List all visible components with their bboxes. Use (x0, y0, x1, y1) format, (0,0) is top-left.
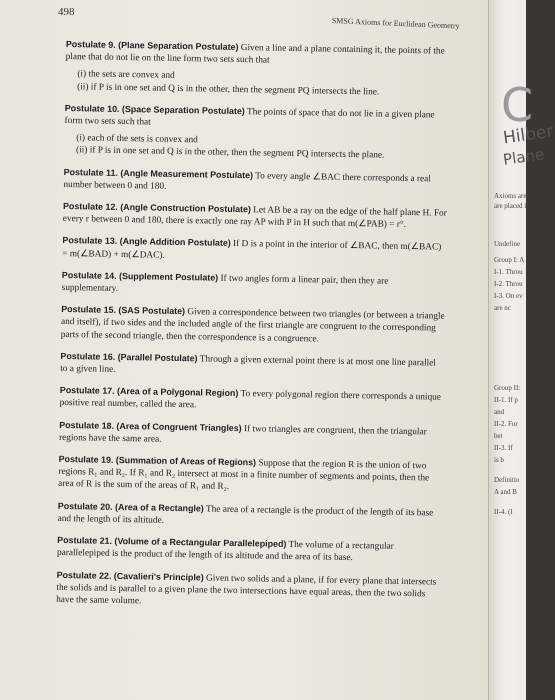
postulate-body: To every polygonal region there corresponds a unique positive real number, called the area. (59, 389, 442, 411)
postulate-heading: Postulate 10. (Space Separation Postulate) (64, 102, 245, 116)
postulate-item (57, 534, 442, 566)
postulate-item (65, 38, 451, 100)
postulate-item (60, 350, 445, 382)
postulate-text (56, 568, 442, 612)
postulate-body: To every angle ∠BAC there corresponds a real number between 0 and 180. (63, 170, 431, 192)
postulate-heading: Postulate 21. (Volume of a Rectangular Parallelepiped) (57, 535, 287, 550)
postulate-body: The volume of a rectangular parallelepiped is the product of the length of its altitude and the area of its base. (56, 540, 394, 564)
postulate-body: If D is a point in the interior of ∠BAC, then m(∠BAC) = m(∠BAD) + m(∠DAC). (62, 239, 442, 261)
side-fragment: II-4. (I (494, 508, 513, 516)
postulate-text (60, 350, 445, 382)
big-letter: C (501, 78, 534, 132)
side-title-1: Hilber (501, 121, 555, 149)
adjacent-book-page (488, 0, 555, 700)
postulate-item (62, 269, 447, 301)
postulate-heading: Postulate 18. (Area of Congruent Triangles) (59, 419, 242, 433)
clause: (i) the sets are convex and (77, 69, 175, 82)
postulate-text (63, 200, 448, 232)
side-fragment: II-1. If p (494, 396, 518, 404)
postulate-heading: Postulate 20. (Area of a Rectangle) (57, 500, 204, 514)
side-fragment: are placed ir (494, 202, 529, 210)
side-fragment: and (494, 408, 505, 416)
postulate-item (61, 303, 447, 347)
postulate-body: The points of space that do not lie in a given plane form two sets such that (64, 106, 435, 128)
clause-list (72, 132, 449, 163)
postulate-text (60, 384, 445, 416)
postulate-heading: Postulate 17. (Area of a Polygonal Region) (59, 385, 239, 399)
postulate-heading: Postulate 19. (Summation of Areas of Regions) (58, 454, 257, 468)
clause: (i) each of the sets is convex and (76, 133, 198, 146)
postulate-body: Given a line and a plane containing it, the points of the plane that do not lie on the line form two sets such that (65, 43, 445, 66)
postulate-text (63, 166, 448, 198)
side-fragment: II-3. If (494, 444, 513, 452)
postulate-text (62, 269, 447, 301)
side-fragment: Group I: A (494, 256, 525, 264)
postulate-item (63, 200, 448, 232)
postulate-text (58, 453, 444, 497)
side-fragment: A and B (494, 488, 517, 496)
side-fragment: Group II: (494, 384, 521, 392)
postulate-text (59, 419, 444, 451)
postulate-heading: Postulate 15. (SAS Postulate) (61, 304, 186, 317)
postulate-text (57, 534, 442, 566)
postulate-heading: Postulate 13. (Angle Addition Postulate) (62, 235, 231, 249)
side-fragment: Definitio (494, 476, 520, 484)
postulate-heading: Postulate 12. (Angle Construction Postulate) (62, 201, 252, 215)
side-fragment: Axioms are (494, 192, 527, 200)
postulate-body: The area of a rectangle is the product of the length of its base and the length of its altitude. (57, 504, 434, 526)
running-head: SMSG Axioms for Euclidean Geometry (331, 16, 460, 31)
postulate-body: Given a correspondence between two triangles (or between a triangle and itself), if two sides and the included angle of the first triangle are congruent to the corresponding parts of the second triangle, then the correspondence is a congruence. (60, 307, 445, 345)
side-fragment: bet (494, 432, 503, 440)
postulate-text (64, 102, 449, 134)
postulate-item (60, 384, 445, 416)
postulate-heading: Postulate 16. (Parallel Postulate) (60, 350, 198, 364)
postulate-heading: Postulate 22. (Cavalieri's Principle) (56, 569, 204, 582)
postulate-list (56, 38, 451, 622)
clause: (ii) if P is in one set and Q is in the other, then the segment PQ intersects the plane. (75, 145, 385, 161)
postulate-body: Suppose that the region R is the union of two regions R₁ and R₂. If R₁ and R₂ intersect at most in a finite number of segments and points, then the area of R is the sum of the areas of R₁ and R₂. (58, 458, 430, 493)
postulate-body: Let AB be a ray on the edge of the half plane H. For every r between 0 and 180, there is exactly one ray AP with P in H such that m(∠PAB) = r°. (62, 205, 447, 231)
postulate-text (62, 234, 447, 266)
page-number: 498 (58, 6, 75, 18)
side-fragment: I-3. On ev (494, 292, 523, 300)
side-fragment: I-1. Throu (494, 268, 523, 276)
postulate-heading: Postulate 14. (Supplement Postulate) (61, 269, 219, 283)
postulate-item (58, 453, 444, 497)
postulate-heading: Postulate 9. (Plane Separation Postulate) (65, 38, 239, 53)
side-fragment: are nc (494, 304, 511, 312)
postulate-text (66, 38, 451, 70)
postulate-body: If two angles form a linear pair, then they are supplementary. (61, 273, 389, 294)
side-fragment: II-2. For (494, 420, 518, 428)
postulate-item (62, 234, 447, 266)
postulate-heading: Postulate 11. (Angle Measurement Postulate) (63, 166, 254, 180)
postulate-body: Given two solids and a plane, if for every plane that intersects the solids and is parallel to a given plane the two intersections have equal areas, then the two solids have the same volume. (56, 572, 437, 607)
postulate-text (61, 303, 447, 347)
side-fragment: is b (494, 456, 504, 464)
postulate-body: Through a given external point there is at most one line parallel to a given line. (60, 354, 436, 375)
clause: (ii) if P is in one set and Q is in the other, then the segment PQ intersects the line. (77, 81, 380, 98)
postulate-item (64, 102, 450, 164)
postulate-body: If two triangles are congruent, then the triangular regions have the same area. (58, 423, 427, 445)
postulate-item (63, 166, 448, 198)
postulate-item (56, 568, 442, 612)
side-fragment: I-2. Throu (494, 280, 523, 288)
postulate-item (59, 419, 444, 451)
clause-list (73, 69, 450, 100)
side-title-2: Plane (501, 145, 546, 169)
side-fragment: Undefine (494, 240, 521, 248)
postulate-item (57, 500, 442, 532)
postulate-text (57, 500, 442, 532)
